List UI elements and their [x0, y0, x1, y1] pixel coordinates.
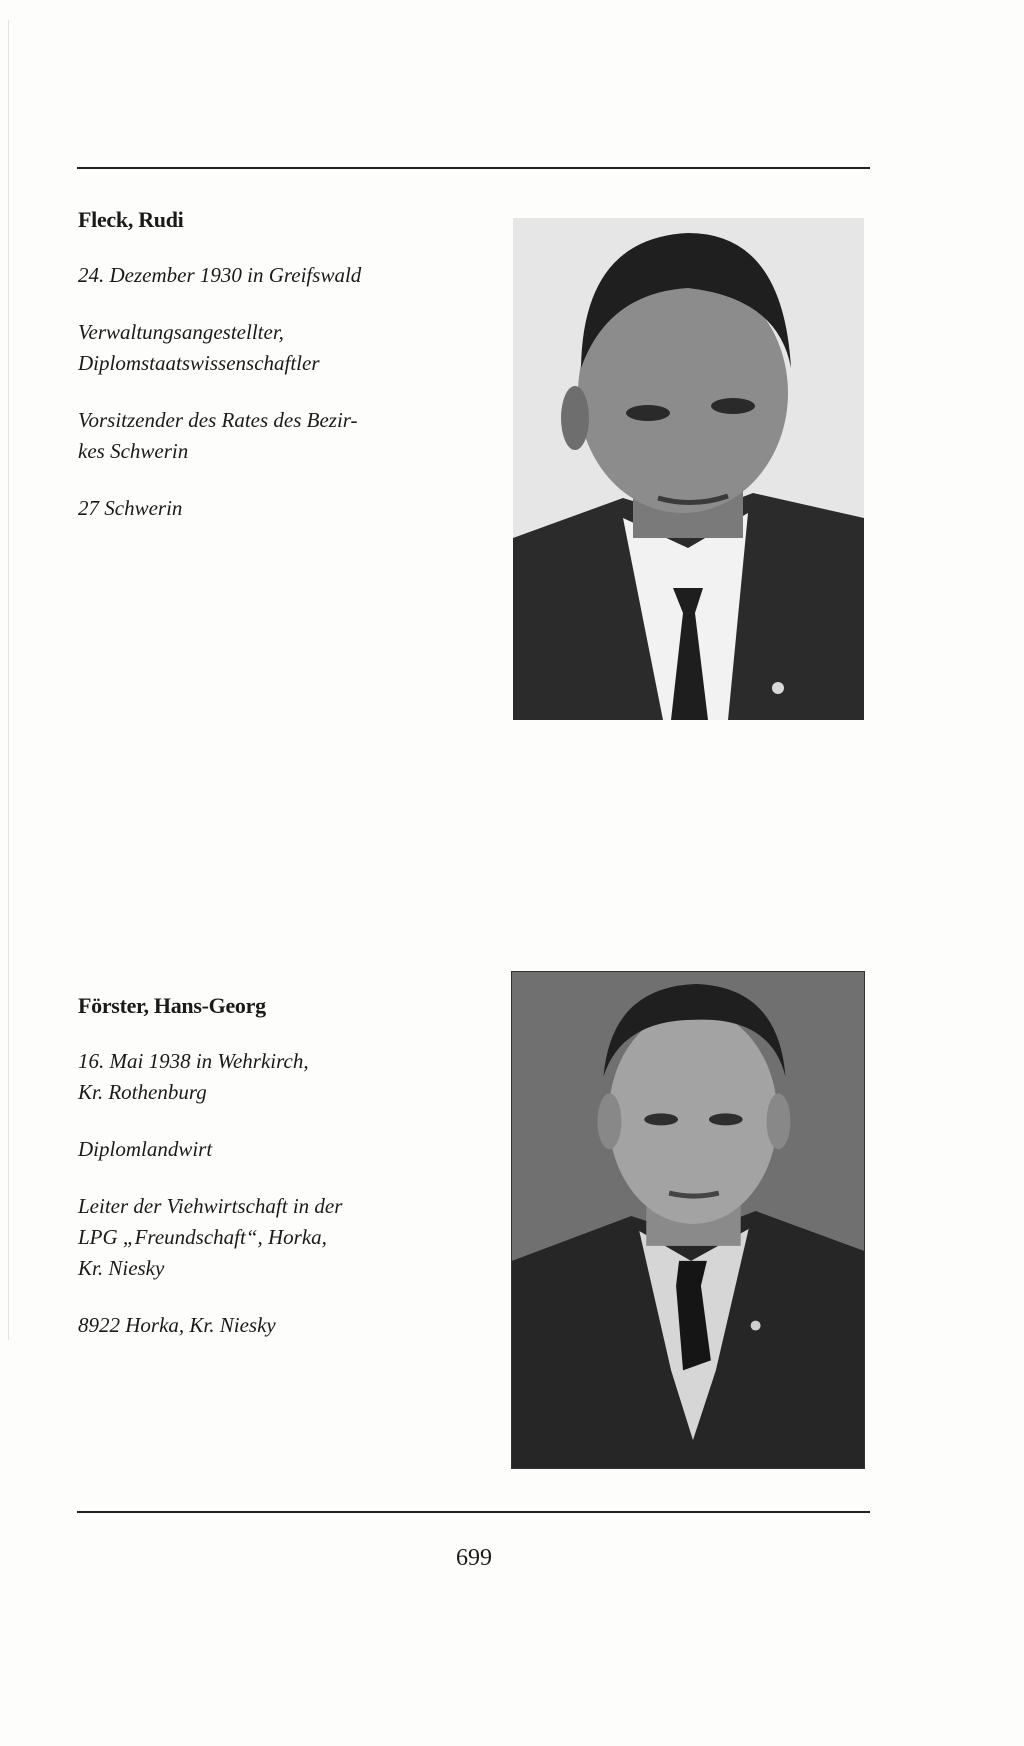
- page-number: 699: [456, 1545, 492, 1571]
- bottom-rule: [77, 1511, 870, 1513]
- portrait-photo-icon: [513, 218, 864, 720]
- entry-address: 27 Schwerin: [78, 496, 183, 520]
- entry-foerster: [78, 992, 458, 1367]
- entry-profession: Diplomlandwirt: [78, 1137, 213, 1161]
- entry-birth: 24. Dezember 1930 in Greifswald: [78, 263, 362, 287]
- entry-birth: 16. Mai 1938 in Wehrkirch, Kr. Rothenburg: [78, 1049, 309, 1104]
- portrait-photo-icon: [512, 972, 864, 1468]
- page-edge-shadow: [8, 20, 9, 1340]
- entry-position: Leiter der Viehwirtschaft in der LPG „Freundschaft“, Horka, Kr. Niesky: [78, 1194, 343, 1280]
- entry-name: Förster, Hans-Georg: [78, 993, 266, 1018]
- portrait-photo-fleck: [513, 218, 864, 720]
- entry-name: Fleck, Rudi: [78, 207, 184, 232]
- top-rule: [77, 167, 870, 169]
- entry-profession: Verwaltungsangestellter, Diplomstaatswissenschaftler: [78, 320, 320, 375]
- entry-address: 8922 Horka, Kr. Niesky: [78, 1313, 276, 1337]
- portrait-photo-foerster: [511, 971, 865, 1469]
- entry-fleck: [78, 206, 458, 550]
- entry-position: Vorsitzender des Rates des Bezir- kes Schwerin: [78, 408, 358, 463]
